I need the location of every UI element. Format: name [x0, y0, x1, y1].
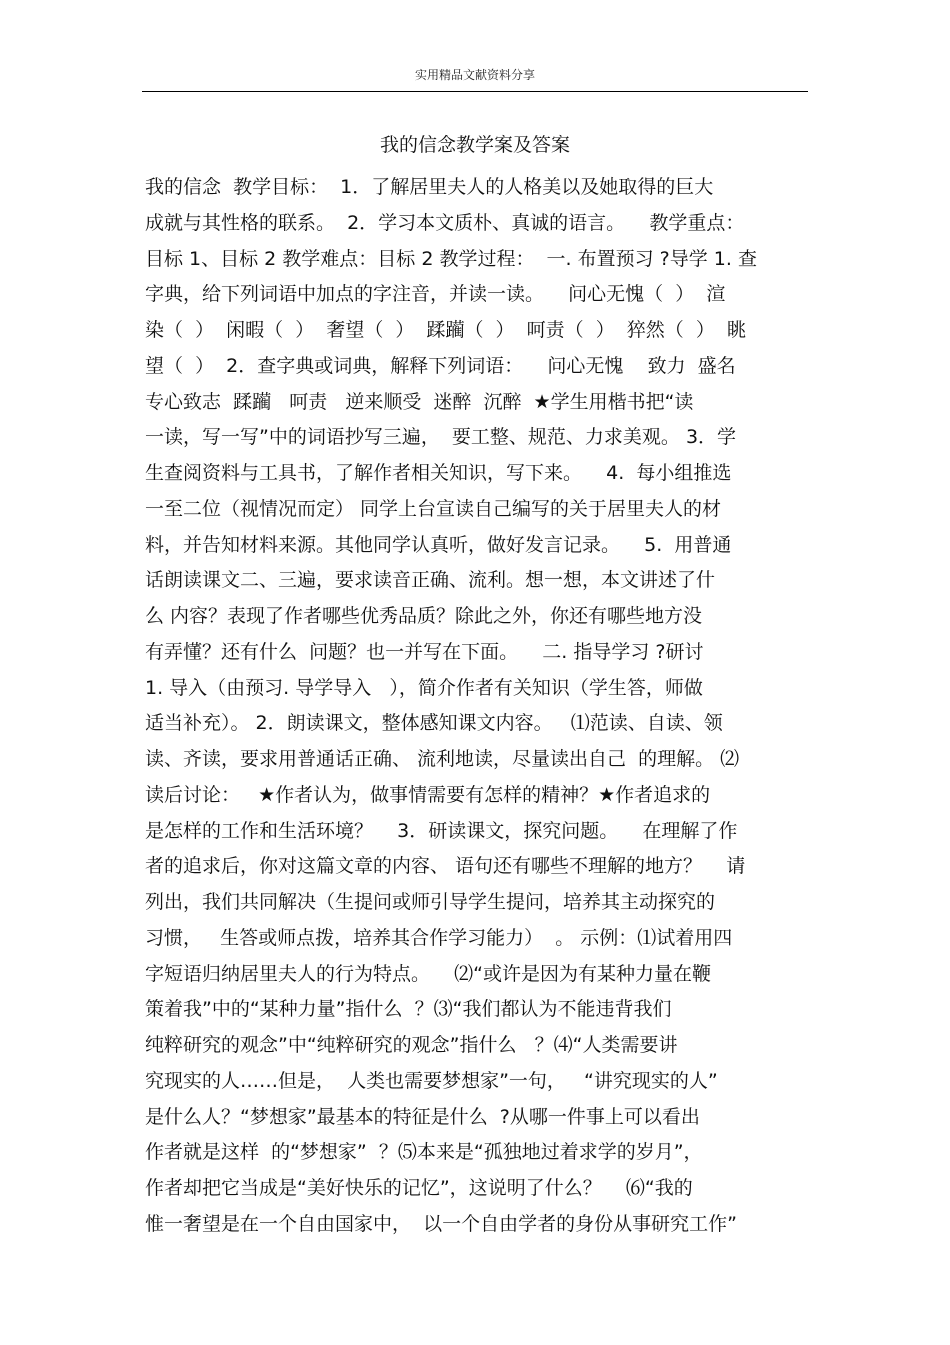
body-text-line: 染（ ） 闲暇（ ） 奢望（ ） 蹂躏（ ） 呵责（ ） 猝然（ ） 眺: [145, 319, 746, 341]
body-text-line: 一至二位（视情况而定） 同学上台宣读自己编写的关于居里夫人的材: [145, 497, 722, 520]
document-body: [145, 170, 809, 1243]
document-title: 我的信念教学案及答案: [379, 134, 570, 156]
body-text-line: 字短语归纳居里夫人的行为特点。 ⑵“或许是因为有某种力量在鞭: [145, 962, 712, 985]
body-text-line: 作者就是这样 的“梦想家” ？⑸本来是“孤独地过着求学的岁月”，: [145, 1141, 703, 1164]
body-text-line: 者的追求后，你对这篇文章的内容、 语句还有哪些不理解的地方？ 请: [145, 855, 746, 878]
running-header: 实用精品文献资料分享: [414, 68, 535, 82]
body-text-line: 字典，给下列词语中加点的字注音，并读一读。 问心无愧（ ） 渲: [145, 283, 726, 306]
body-text-line: 专心致志 蹂躏 呵责 逆来顺受 迷醉 沉醉 ★学生用楷书把“读: [145, 390, 694, 413]
body-text-line: 习惯， 生答或师点拨，培养其合作学习能力） 。 示例：⑴试着用四: [145, 926, 733, 949]
body-text-line: 有弄懂？还有什么 问题？也一并写在下面。 二. 指导学习 ?研讨: [145, 640, 704, 663]
body-text-line: 适当补充）。 2．朗读课文，整体感知课文内容。 ⑴范读、自读、领: [145, 712, 723, 735]
body-text-line: 纯粹研究的观念”中“纯粹研究的观念”指什么 ？⑷“人类需要讲: [145, 1034, 678, 1056]
body-text-line: 列出，我们共同解决（生提问或师引导学生提问，培养其主动探究的: [145, 891, 716, 913]
body-text-line: 是怎样的工作和生活环境？ 3．研读课文，探究问题。 在理解了作: [145, 819, 738, 842]
body-text-line: 作者却把它当成是“美好快乐的记忆”，这说明了什么？ ⑹“我的: [145, 1177, 693, 1199]
body-text-line: 1. 导入（由预习. 导学导入 ），简介作者有关知识（学生答，师做: [145, 676, 703, 699]
header-rule: [142, 91, 808, 92]
body-text-line: 一读，写一写”中的词语抄写三遍， 要工整、规范、力求美观。 3．学: [145, 426, 737, 449]
body-text-line: 惟一奢望是在一个自由国家中， 以一个自由学者的身份从事研究工作”: [145, 1212, 737, 1235]
body-text-line: 策着我”中的“某种力量”指什么 ？⑶“我们都认为不能违背我们: [145, 998, 672, 1021]
body-text-line: 我的信念 教学目标： 1．了解居里夫人的人格美以及她取得的巨大: [145, 176, 714, 198]
body-text-line: 究现实的人……但是， 人类也需要梦想家”一句， “讲究现实的人”: [145, 1069, 718, 1092]
body-text-line: 是什么人？“梦想家”最基本的特征是什么 ?从哪一件事上可以看出: [145, 1105, 700, 1128]
body-text-line: 生查阅资料与工具书，了解作者相关知识，写下来。 4. 每小组推选: [145, 462, 732, 484]
body-text-line: 成就与其性格的联系。 2．学习本文质朴、真诚的语言。 教学重点：: [145, 211, 745, 234]
body-text-line: 读、齐读，要求用普通话正确、 流利地读，尽量读出自己 的理解。 ⑵: [145, 748, 740, 770]
body-text-line: 料，并告知材料来源。其他同学认真听，做好发言记录。 5. 用普通: [145, 533, 732, 556]
body-text-line: 话朗读课文二、三遍，要求读音正确、流利。想一想，本文讲述了什: [145, 569, 716, 592]
body-text-line: 望（ ） 2．查字典或词典，解释下列词语： 问心无愧 致力 盛名: [145, 354, 736, 377]
body-text-line: 目标 1、目标 2 教学难点：目标 2 教学过程： 一. 布置预习 ?导学 1. 查: [145, 247, 757, 270]
body-text-line: 么 内容？表现了作者哪些优秀品质？除此之外，你还有哪些地方没: [145, 605, 703, 627]
body-text-line: 读后讨论： ★作者认为，做事情需要有怎样的精神？★作者追求的: [145, 783, 711, 806]
